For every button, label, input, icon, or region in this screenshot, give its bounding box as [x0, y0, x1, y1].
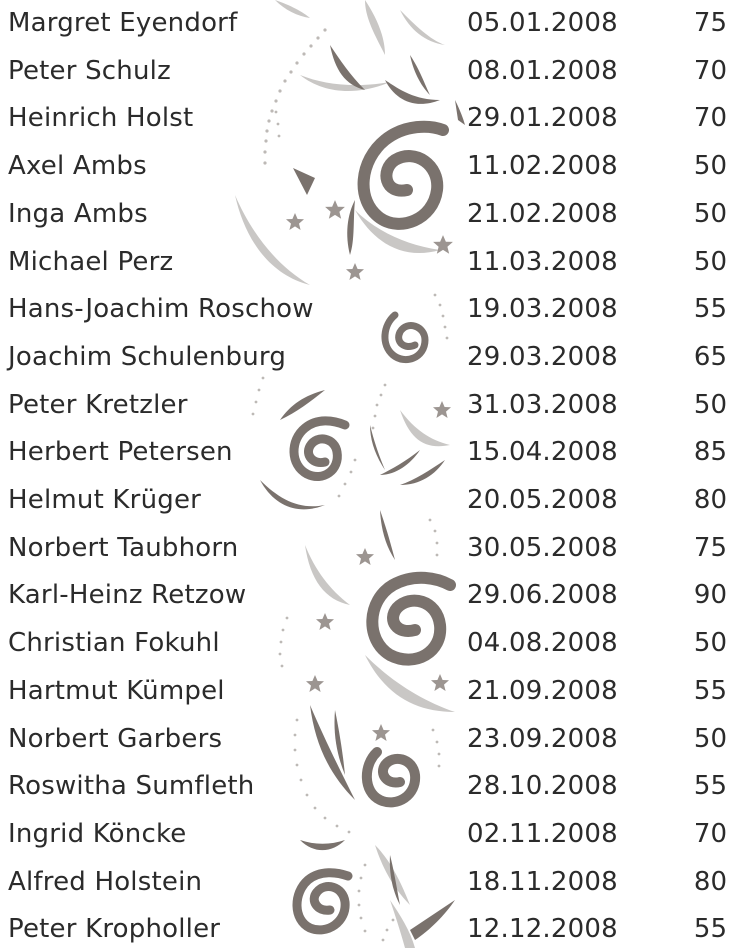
person-name: Hartmut Kümpel	[8, 675, 225, 706]
list-row	[0, 385, 731, 425]
birthday-date: 11.02.2008	[467, 151, 618, 182]
birthday-date: 21.09.2008	[467, 675, 618, 706]
list-row	[0, 194, 731, 234]
list-row	[0, 575, 731, 615]
age-number: 75	[693, 532, 727, 563]
age-number: 50	[693, 246, 727, 277]
birthday-date: 11.03.2008	[467, 246, 618, 277]
list-row	[0, 98, 731, 138]
list-row	[0, 146, 731, 186]
birthday-date: 29.01.2008	[467, 103, 618, 134]
list-row	[0, 671, 731, 711]
age-number: 55	[693, 914, 727, 945]
birthday-date: 04.08.2008	[467, 628, 618, 659]
birthday-date: 12.12.2008	[467, 914, 618, 945]
age-number: 85	[693, 437, 727, 468]
birthday-date: 21.02.2008	[467, 198, 618, 229]
person-name: Helmut Krüger	[8, 485, 202, 515]
age-number: 80	[693, 866, 727, 897]
birthday-date: 18.11.2008	[467, 866, 618, 897]
list-row	[0, 814, 731, 854]
birthday-date: 30.05.2008	[467, 532, 618, 563]
list-row	[0, 909, 731, 948]
birthday-date: 29.06.2008	[467, 580, 618, 611]
person-name: Peter Schulz	[8, 55, 171, 86]
person-name: Herbert Petersen	[8, 437, 233, 468]
person-name: Karl-Heinz Retzow	[8, 580, 247, 611]
birthday-date: 23.09.2008	[467, 723, 618, 754]
list-row	[0, 51, 731, 91]
age-number: 50	[693, 628, 727, 659]
person-name: Ingrid Köncke	[8, 818, 187, 849]
birthday-date: 20.05.2008	[467, 485, 618, 515]
list-row	[0, 432, 731, 472]
age-number: 70	[693, 103, 727, 134]
person-name: Axel Ambs	[8, 151, 147, 182]
birthday-date: 31.03.2008	[467, 389, 618, 420]
birthday-date: 28.10.2008	[467, 771, 618, 802]
person-name: Margret Eyendorf	[8, 8, 238, 38]
list-row	[0, 766, 731, 806]
age-number: 50	[693, 198, 727, 229]
list-row	[0, 623, 731, 663]
age-number: 55	[693, 771, 727, 802]
person-name: Michael Perz	[8, 246, 174, 277]
list-row	[0, 337, 731, 377]
age-number: 80	[693, 485, 727, 515]
age-number: 65	[693, 341, 727, 372]
person-name: Inga Ambs	[8, 198, 148, 229]
person-name: Peter Kropholler	[8, 914, 221, 945]
birthday-date: 05.01.2008	[467, 8, 618, 38]
age-number: 50	[693, 151, 727, 182]
list-row	[0, 289, 731, 329]
person-name: Christian Fokuhl	[8, 628, 220, 659]
age-number: 55	[693, 294, 727, 325]
birthday-date: 02.11.2008	[467, 818, 618, 849]
birthday-date: 29.03.2008	[467, 341, 618, 372]
age-number: 75	[693, 8, 727, 38]
birthday-date: 19.03.2008	[467, 294, 618, 325]
age-number: 70	[693, 818, 727, 849]
list-row	[0, 480, 731, 520]
list-row	[0, 862, 731, 902]
person-name: Heinrich Holst	[8, 103, 194, 134]
person-name: Alfred Holstein	[8, 866, 203, 897]
age-number: 55	[693, 675, 727, 706]
birthday-date: 15.04.2008	[467, 437, 618, 468]
age-number: 70	[693, 55, 727, 86]
list-row	[0, 719, 731, 759]
person-name: Roswitha Sumfleth	[8, 771, 255, 802]
list-row	[0, 242, 731, 282]
list-row	[0, 528, 731, 568]
age-number: 90	[693, 580, 727, 611]
person-name: Joachim Schulenburg	[8, 341, 287, 372]
age-number: 50	[693, 389, 727, 420]
person-name: Hans-Joachim Roschow	[8, 294, 314, 325]
list-row	[0, 3, 731, 43]
person-name: Norbert Taubhorn	[8, 532, 239, 563]
person-name: Peter Kretzler	[8, 389, 188, 420]
age-number: 50	[693, 723, 727, 754]
person-name: Norbert Garbers	[8, 723, 223, 754]
birthday-date: 08.01.2008	[467, 55, 618, 86]
